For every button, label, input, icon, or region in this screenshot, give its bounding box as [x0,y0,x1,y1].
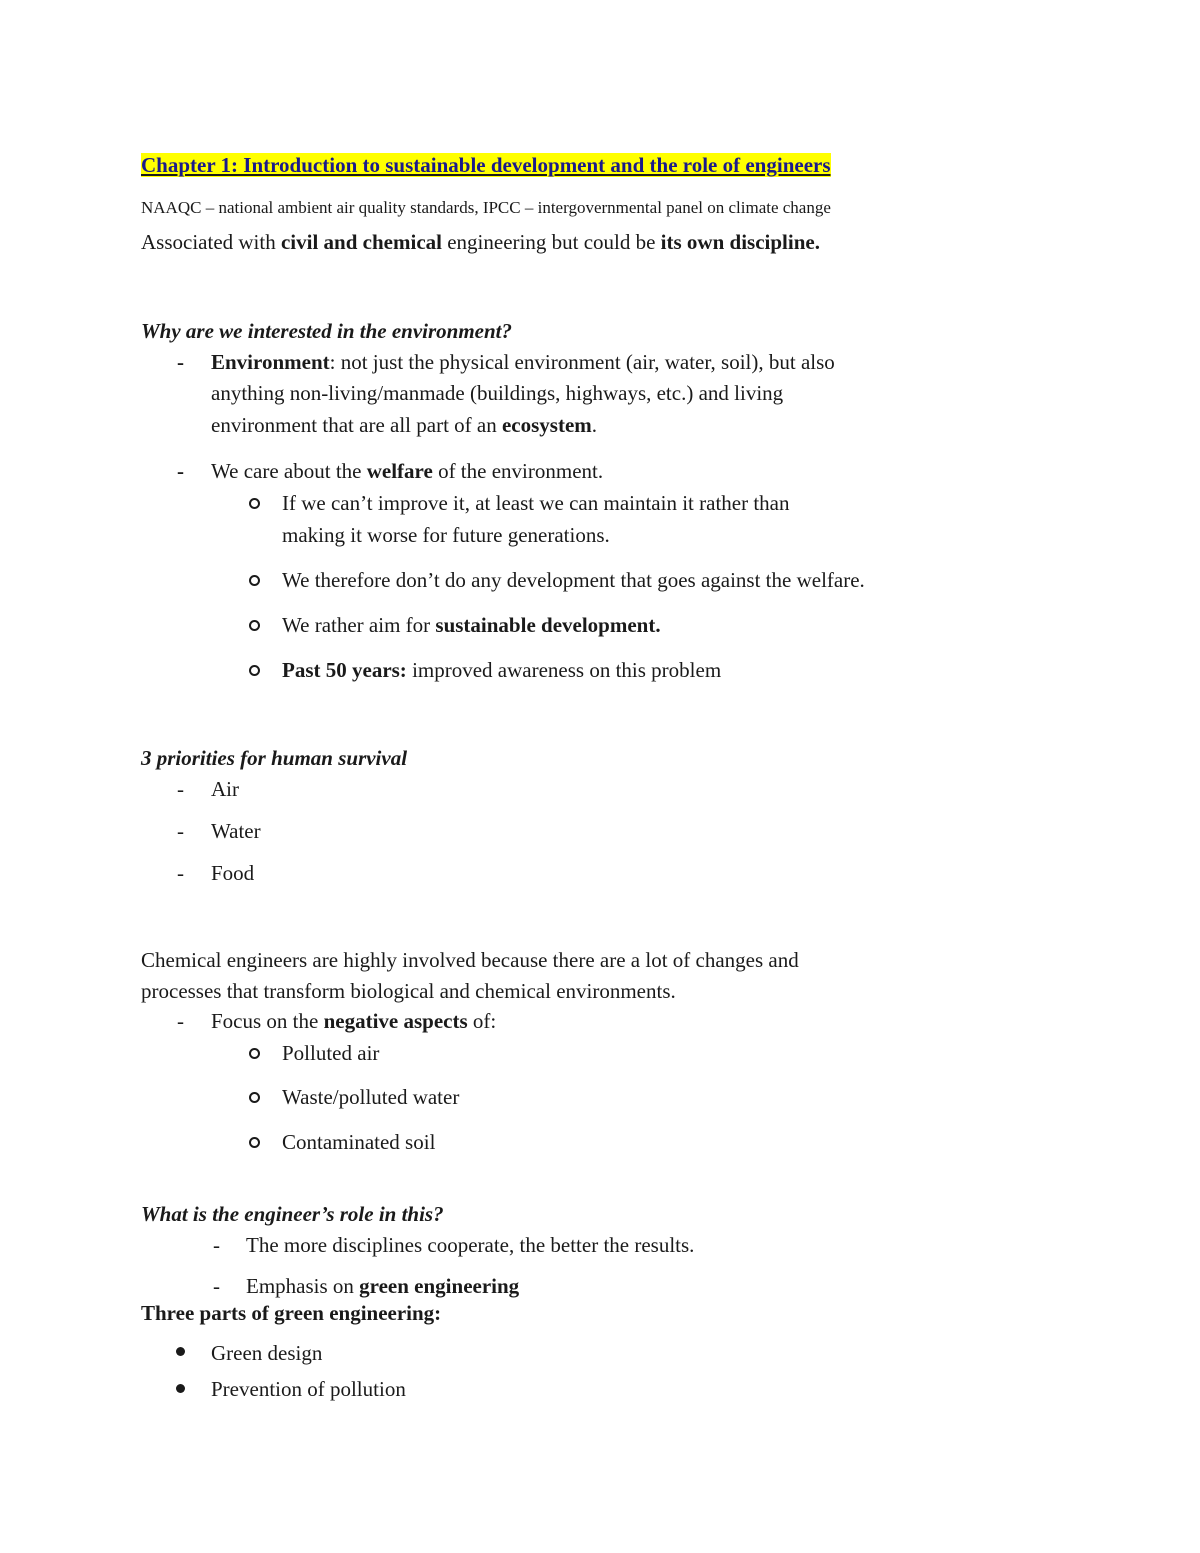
associated-line: Associated with civil and chemical engineering but could be its own discipline. [141,230,820,254]
section-heading-environment: Why are we interested in the environment? [141,319,513,343]
priority-item: Air [211,777,239,801]
negative-aspect-item: Polluted air [282,1041,380,1065]
green-engineering-parts-heading: Three parts of green engineering: [141,1301,442,1325]
section-heading-engineer-role: What is the engineer’s role in this? [141,1202,444,1226]
sub-item-sustainable: We rather aim for sustainable development. [282,613,661,637]
environment-definition-line-3: environment that are all part of an ecosystem. [211,413,598,437]
environment-definition-line-2: anything non-living/manmade (buildings, highways, etc.) and living [211,381,784,405]
green-engineering-part: Prevention of pollution [211,1377,406,1401]
sub-item-development: We therefore don’t do any development that goes against the welfare. [282,568,865,592]
section-heading-priorities: 3 priorities for human survival [141,746,408,770]
green-engineering-part: Green design [211,1341,323,1365]
dash-bullet: - [213,1233,220,1257]
dash-bullet: - [177,1009,184,1033]
sub-item-past-50-years: Past 50 years: improved awareness on this problem [282,658,722,682]
environment-definition-line-1: Environment: not just the physical environment (air, water, soil), but also [211,350,835,374]
chapter-title: Chapter 1: Introduction to sustainable development and the role of engineers [141,153,831,177]
abbreviations-line: NAAQC – national ambient air quality standards, IPCC – intergovernmental panel on climate change [141,198,831,217]
disc-bullet-icon [176,1384,185,1393]
negative-aspect-item: Waste/polluted water [282,1085,460,1109]
role-item-cooperate: The more disciplines cooperate, the better the results. [246,1233,695,1257]
role-item-green-engineering: Emphasis on green engineering [246,1274,520,1298]
sub-item-maintain-line-2: making it worse for future generations. [282,523,610,547]
focus-line: Focus on the negative aspects of: [211,1009,497,1033]
sub-item-maintain-line-1: If we can’t improve it, at least we can maintain it rather than [282,491,790,515]
welfare-line: We care about the welfare of the environment. [211,459,604,483]
dash-bullet: - [177,350,184,374]
circle-bullet-icon [249,1048,260,1059]
priority-item: Food [211,861,255,885]
circle-bullet-icon [249,665,260,676]
chemical-engineers-line-2: processes that transform biological and chemical environments. [141,979,676,1003]
dash-bullet: - [177,819,184,843]
dash-bullet: - [177,459,184,483]
circle-bullet-icon [249,1137,260,1148]
dash-bullet: - [177,777,184,801]
circle-bullet-icon [249,498,260,509]
circle-bullet-icon [249,1092,260,1103]
disc-bullet-icon [176,1347,185,1356]
circle-bullet-icon [249,620,260,631]
priority-item: Water [211,819,261,843]
dash-bullet: - [213,1274,220,1298]
dash-bullet: - [177,861,184,885]
circle-bullet-icon [249,575,260,586]
negative-aspect-item: Contaminated soil [282,1130,436,1154]
chemical-engineers-line-1: Chemical engineers are highly involved because there are a lot of changes and [141,948,799,972]
